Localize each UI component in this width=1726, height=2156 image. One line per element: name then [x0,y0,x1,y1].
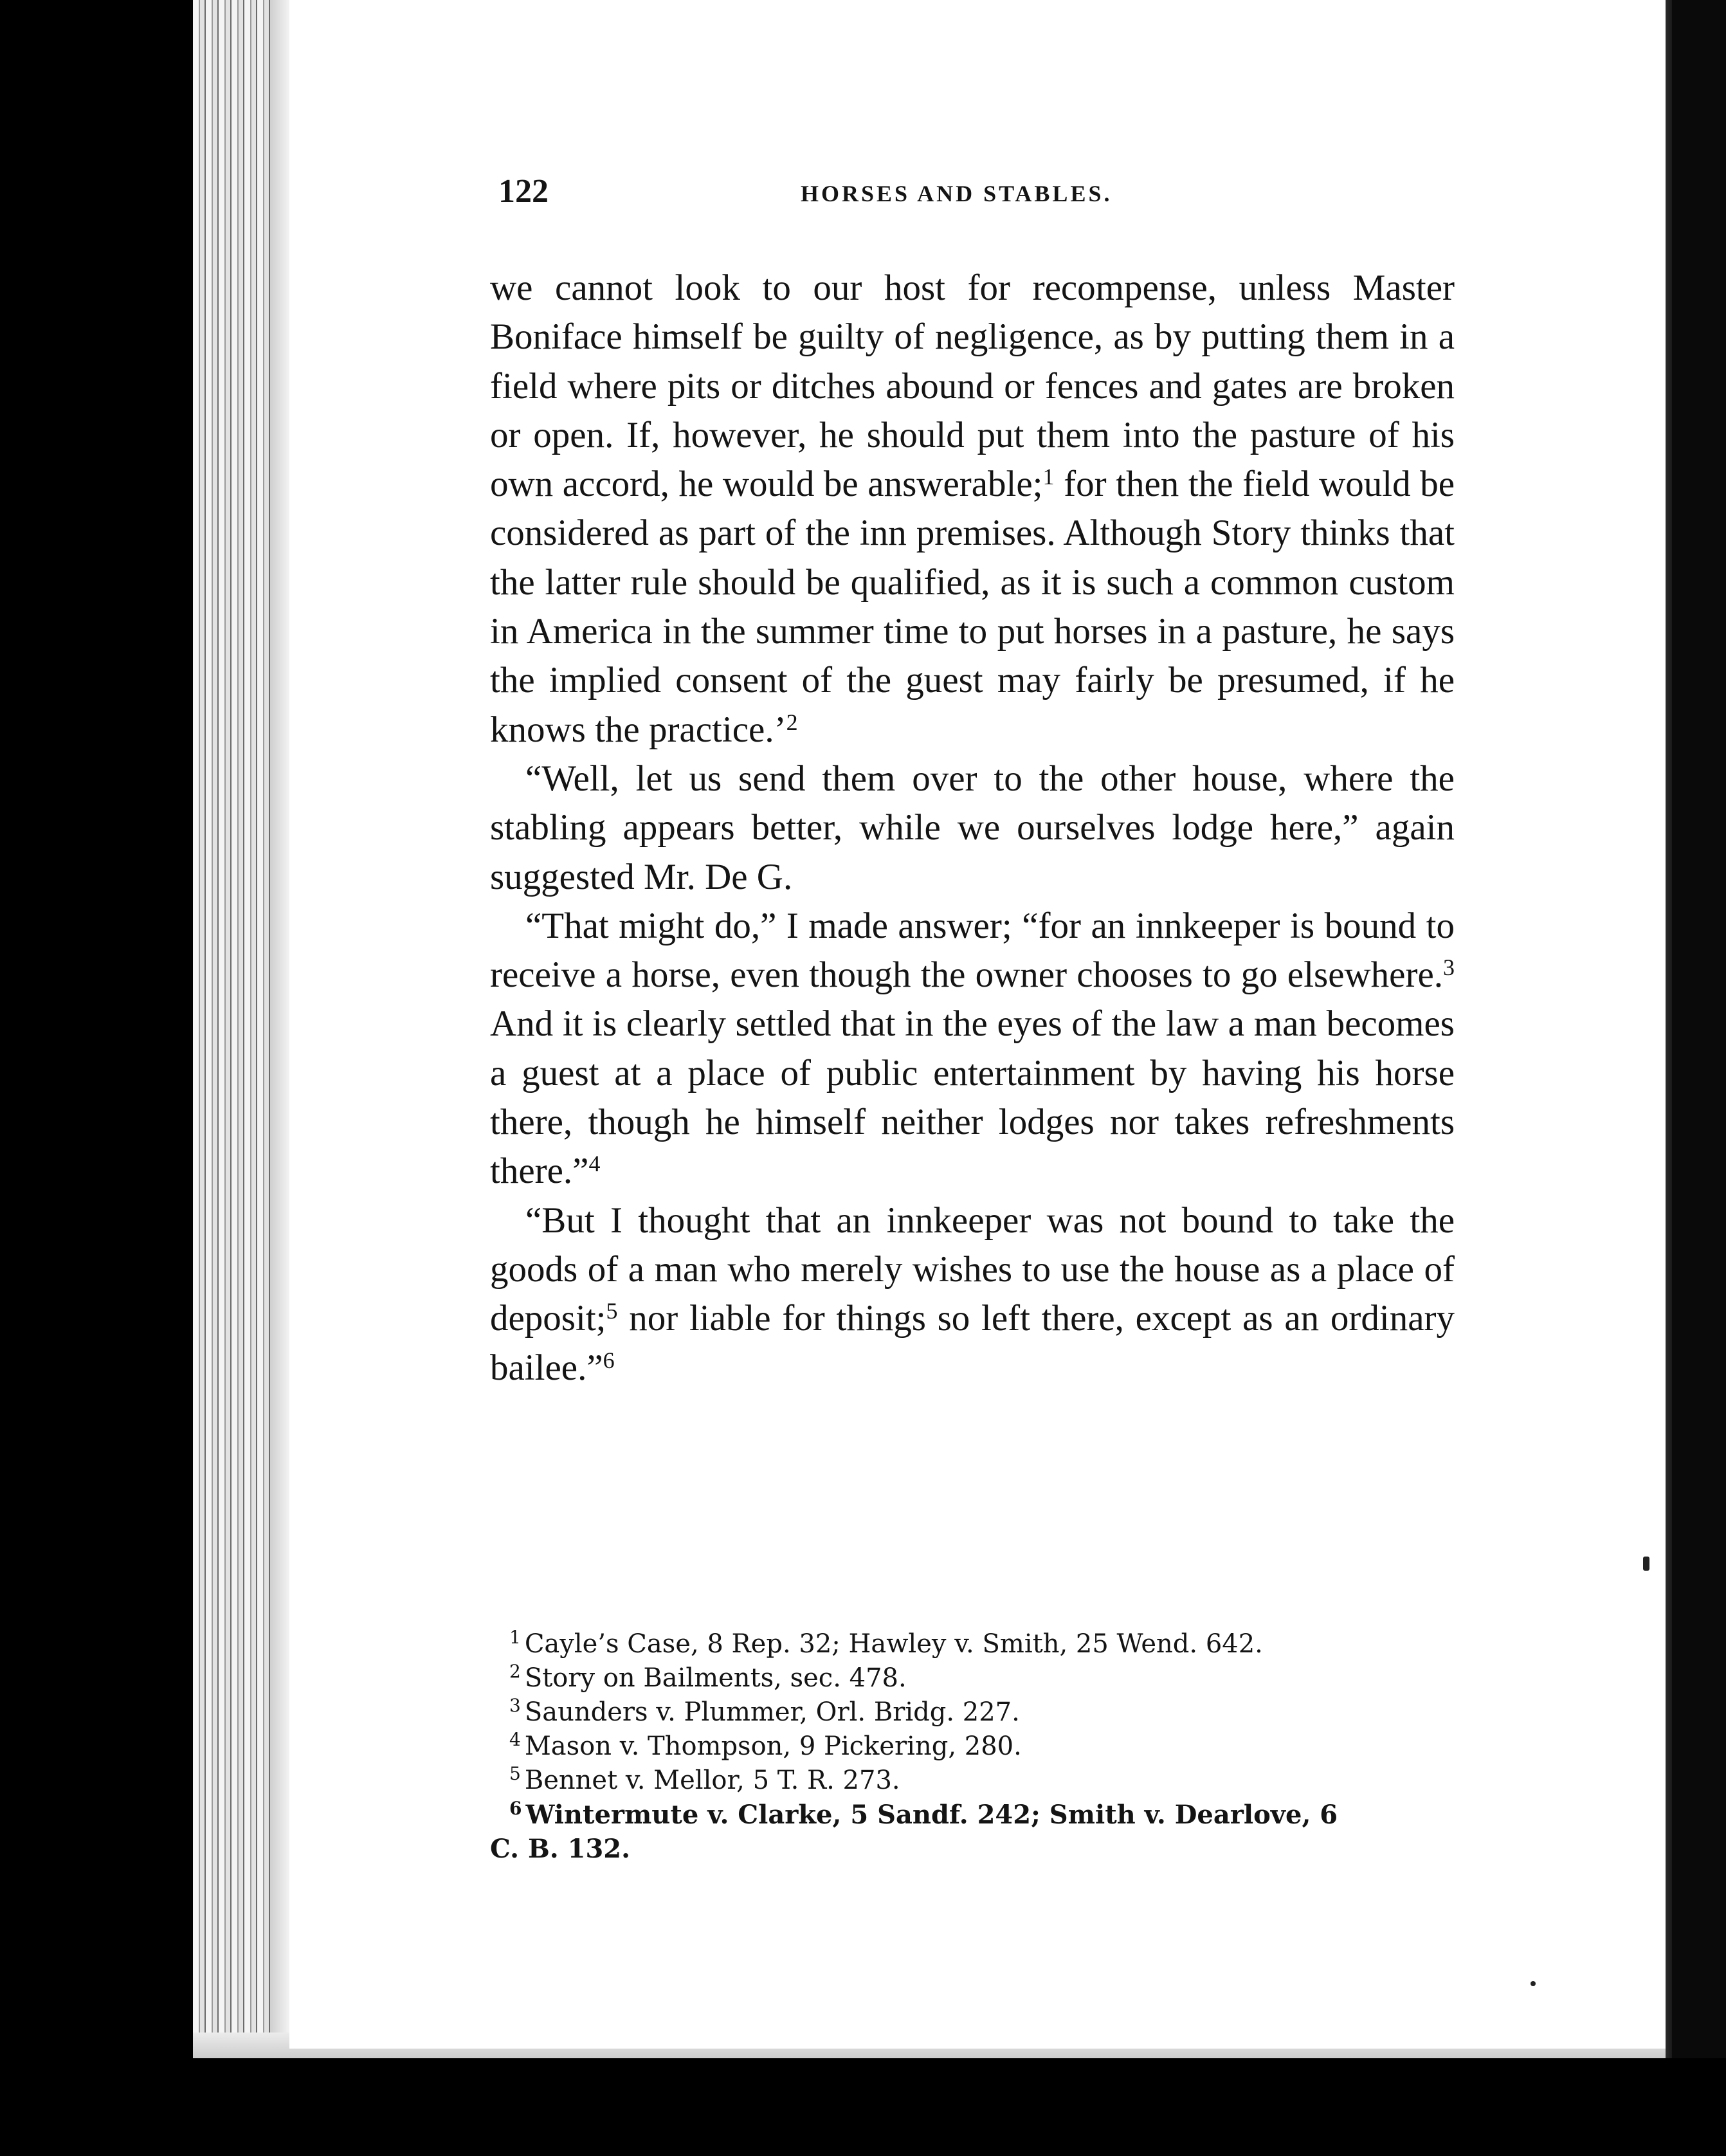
paragraph-3-text-a: “That might do,” I made answer; “for an innkeeper is bound to receive a horse, even though the owner chooses to go elsewhere. [490,905,1455,996]
footnote-mark: 6 [509,1798,522,1819]
footnotes [490,1627,1455,1866]
footnote-text: Story on Bailments, sec. 478. [524,1663,907,1693]
footnote-ref-4: 4 [588,1151,601,1177]
footnote-ref-3: 3 [1443,955,1455,981]
footnote-mark: 4 [509,1729,521,1750]
running-head [498,172,1450,224]
body-text [490,264,1455,1393]
scan-speck [1643,1557,1649,1571]
footnote-ref-6: 6 [603,1347,615,1373]
page-number: 122 [498,173,549,210]
footnote-5 [490,1764,1455,1798]
footnote-6 [490,1798,1455,1832]
footnote-mark: 3 [509,1695,521,1716]
footnote-text: Wintermute v. Clarke, 5 Sandf. 242; Smith v. Dearlove, 6 [525,1800,1338,1830]
footnote-text: Saunders v. Plummer, Orl. Bridg. 227. [524,1697,1020,1727]
running-title: HORSES AND STABLES. [801,181,1113,206]
paragraph-2 [490,754,1455,902]
paragraph-3 [490,902,1455,1196]
paragraph-4-text-a: “But I thought that an innkeeper was not bound to take the goods of a man who merely wishes to use the house as a place of deposit; [490,1200,1455,1339]
footnote-text: Mason v. Thompson, 9 Pickering, 280. [524,1731,1022,1761]
scan-speck [1531,1981,1536,1986]
footnote-ref-5: 5 [606,1298,618,1324]
footnote-ref-1: 1 [1042,464,1055,490]
paragraph-4 [490,1196,1455,1393]
footnote-6-continuation: C. B. 132. [490,1834,631,1864]
paragraph-4-text-b: nor liable for things so left there, except as an ordinary bailee.” [490,1298,1455,1388]
scan-bottom-border [0,2058,1726,2156]
paragraph-3-text-b: And it is clearly settled that in the eyes of the law a man becomes a guest at a place of public entertainment by having his horse there, though he himself neither lodges nor takes refreshments there.” [490,1003,1455,1192]
footnote-1 [490,1627,1455,1661]
footnote-text: Cayle’s Case, 8 Rep. 32; Hawley v. Smith, 25 Wend. 642. [524,1629,1263,1659]
paragraph-1-text-b: for then the field would be considered as part of the inn premises. Although Story thinks that the latter rule should be qualified, as it is such a common custom in America in the summer time to put horses in a pasture, he says the implied consent of the guest may fairly be presumed, if he knows the practice.’ [490,464,1455,750]
footnote-mark: 5 [509,1763,521,1784]
paragraph-1-text-a: we cannot look to our host for recompense, unless Master Boniface himself be guilty of negligence, as by putting them in a field where pits or ditches abound or fences and gates are broken or open. If, however, he should put them into the pasture of his own accord, he would be answerable; [490,268,1455,505]
footnote-mark: 1 [509,1627,521,1648]
paragraph-1 [490,264,1455,754]
footnote-text: Bennet v. Mellor, 5 T. R. 273. [524,1766,900,1795]
page-edges-stack [193,0,283,2078]
footnote-2 [490,1661,1455,1695]
paragraph-2-text: “Well, let us send them over to the other house, where the stabling appears better, while we ourselves lodge here,” again suggested Mr. De G. [490,758,1455,897]
footnote-ref-2: 2 [786,709,798,735]
footnote-3 [490,1695,1455,1730]
footnote-4 [490,1730,1455,1764]
scan-right-border [1672,0,1726,2156]
footnote-mark: 2 [509,1661,521,1682]
